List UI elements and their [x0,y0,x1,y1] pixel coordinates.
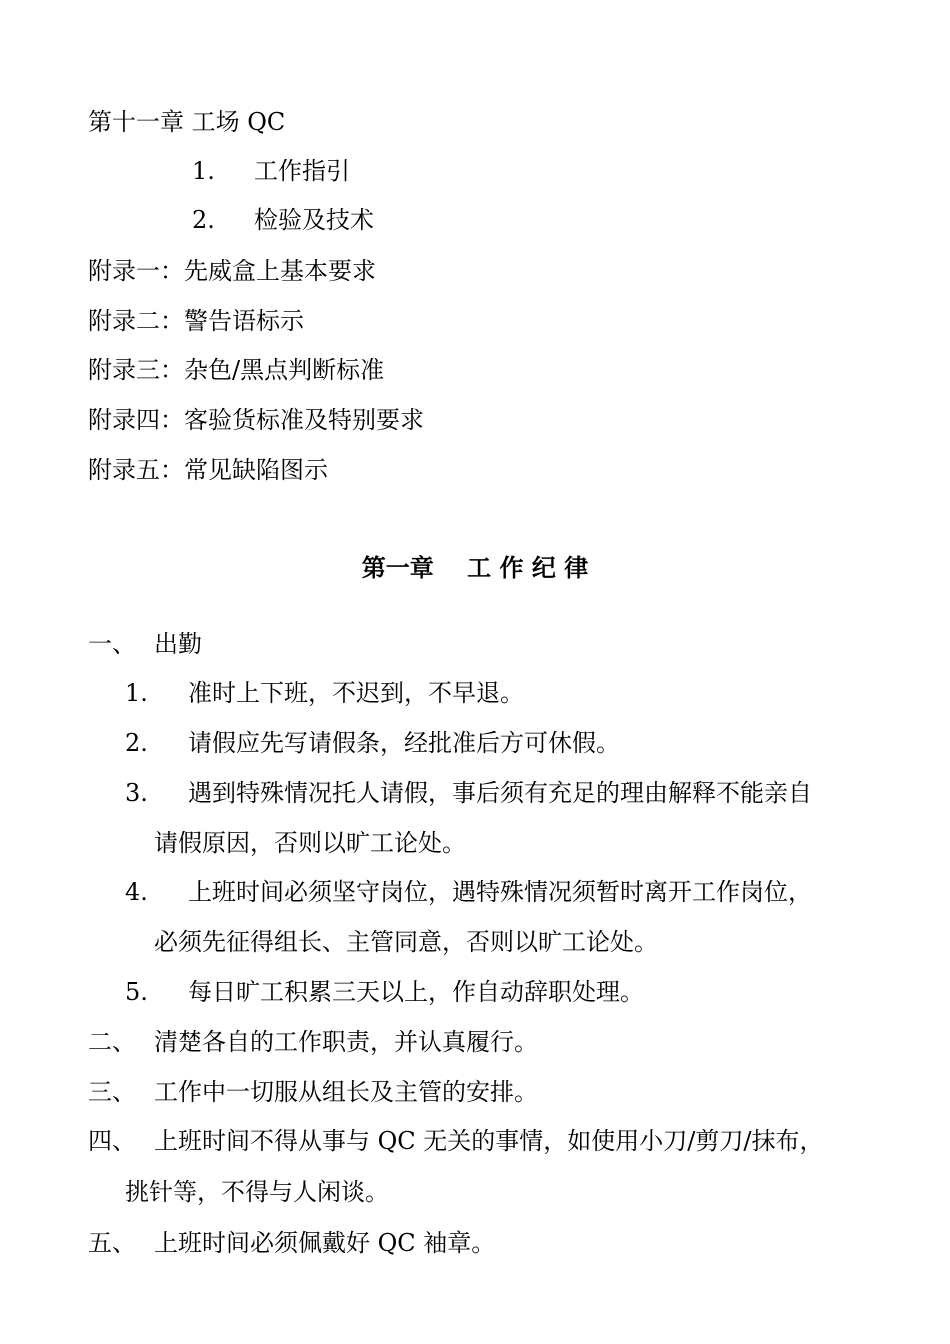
section-4-number: 四、 [88,1127,136,1155]
section-5-number: 五、 [88,1229,136,1257]
section-3-text: 工作中一切服从组长及主管的安排。 [154,1078,538,1106]
section-2-text: 清楚各自的工作职责，并认真履行。 [154,1028,538,1056]
toc-appendix-3: 附录三：杂色/黑点判断标准 [88,356,385,384]
toc-appendix-4: 附录四：客验货标准及特别要求 [88,406,424,434]
section-3-number: 三、 [88,1078,136,1106]
toc-sub-2-text: 检验及技术 [254,206,374,234]
item-4-text-line-1: 上班时间必须坚守岗位，遇特殊情况须暂时离开工作岗位， [188,878,812,906]
section-5-text: 上班时间必须佩戴好 QC 袖章。 [154,1229,496,1257]
toc-sub-2-number: 2. [192,206,215,234]
toc-appendix-1: 附录一：先威盒上基本要求 [88,257,376,285]
section-1-text: 出勤 [154,630,202,658]
item-2-text: 请假应先写请假条，经批准后方可休假。 [188,729,620,757]
item-1-number: 1. [125,679,148,707]
toc-sub-1-number: 1. [192,157,215,185]
section-4-text-line-1: 上班时间不得从事与 QC 无关的事情，如使用小刀/剪刀/抹布， [154,1127,824,1155]
item-4-text-line-2: 必须先征得组长、主管同意，否则以旷工论处。 [154,928,658,956]
item-1-text: 准时上下班，不迟到，不早退。 [188,679,524,707]
section-4-text-line-2: 挑针等，不得与人闲谈。 [125,1178,389,1206]
toc-appendix-2: 附录二：警告语标示 [88,307,304,335]
item-3-text-line-1: 遇到特殊情况托人请假，事后须有充足的理由解释不能亲自 [188,779,812,807]
item-3-text-line-2: 请假原因，否则以旷工论处。 [154,829,466,857]
item-2-number: 2. [125,729,148,757]
section-2-number: 二、 [88,1028,136,1056]
item-4-number: 4. [125,878,148,906]
item-5-text: 每日旷工积累三天以上，作自动辞职处理。 [188,978,644,1006]
toc-chapter-11: 第十一章 工场 QC [88,108,286,136]
item-5-number: 5. [125,978,148,1006]
toc-appendix-5: 附录五：常见缺陷图示 [88,456,328,484]
toc-sub-1-text: 工作指引 [254,157,350,185]
item-3-number: 3. [125,779,148,807]
section-1-number: 一、 [88,630,136,658]
chapter-title: 第一章 工 作 纪 律 [361,553,589,582]
